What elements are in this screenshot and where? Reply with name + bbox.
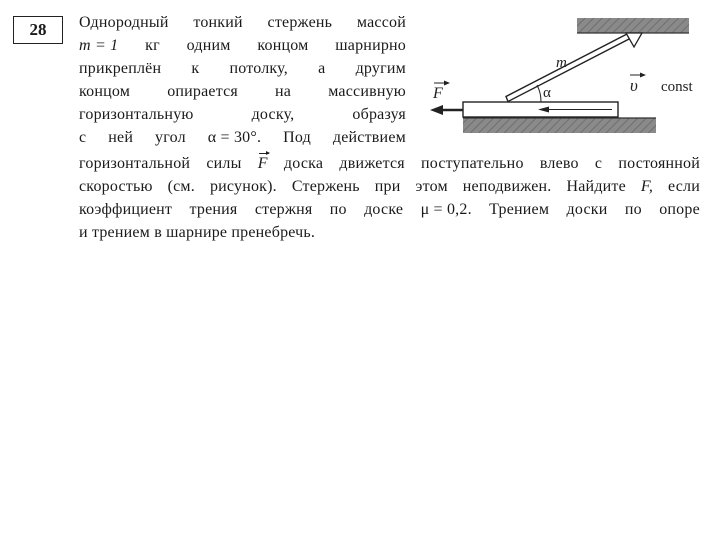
word: образуя [352, 106, 406, 123]
word: действием [332, 129, 406, 146]
force-vector-symbol: F [257, 155, 268, 172]
word: шарнирно [335, 37, 406, 54]
problem-text-line-7 [79, 154, 700, 174]
word: влево [539, 155, 579, 172]
word: к [191, 60, 200, 77]
word: и трением в шарнире пренебречь. [79, 224, 316, 241]
word: Однородный [79, 14, 169, 31]
word: опирается [167, 83, 238, 100]
velocity-label: υ [630, 76, 638, 95]
word: Трением [489, 201, 550, 218]
angle-label: α [543, 85, 551, 101]
velocity-const-label: const [661, 79, 693, 95]
word: движется [339, 155, 405, 172]
word: Найдите [566, 178, 626, 195]
ceiling [577, 18, 689, 33]
word: потолку, [229, 60, 288, 77]
word: опоре [659, 201, 700, 218]
word: доску, [251, 106, 295, 123]
rod [506, 34, 630, 102]
word: при [374, 178, 401, 195]
word: тонкий [193, 14, 243, 31]
force-label-vector-head [444, 81, 450, 86]
word: этом [415, 178, 448, 195]
word: ней [108, 129, 134, 146]
word: силы [206, 155, 242, 172]
velocity-label-vector-head [640, 73, 646, 78]
word: массивную [328, 83, 406, 100]
word: угол [155, 129, 186, 146]
word: доски [566, 201, 608, 218]
word: коэффициент [79, 201, 173, 218]
word: а [318, 60, 326, 77]
floor-support [463, 118, 656, 133]
word: массой [356, 14, 406, 31]
word: по [624, 201, 642, 218]
mass-formula: m = 1 [79, 37, 119, 54]
word: с [594, 155, 603, 172]
word: поступательно [421, 155, 524, 172]
word: рисунок). [209, 178, 277, 195]
word: горизонтальную [79, 106, 194, 123]
word: доске [364, 201, 404, 218]
word: одним [186, 37, 231, 54]
force-symbol: F, [640, 178, 654, 195]
angle-formula: α = 30°. [207, 129, 262, 146]
force-label: F [433, 85, 443, 102]
word: стержня [254, 201, 313, 218]
word: концом [79, 83, 131, 100]
word: Стержень [291, 178, 360, 195]
rod-mass-label: m [556, 55, 567, 71]
word: скоростью [79, 178, 153, 195]
rod-board-diagram [0, 0, 720, 150]
problem-number: 28 [13, 16, 63, 44]
word: если [668, 178, 700, 195]
word: доска [283, 155, 324, 172]
force-arrowhead [430, 105, 443, 115]
friction-coefficient-formula: μ = 0,2. [420, 201, 472, 218]
problem-text-line-10 [79, 223, 315, 243]
word: Под [283, 129, 311, 146]
word: с [79, 129, 87, 146]
word: горизонтальной [79, 155, 191, 172]
word: постоянной [618, 155, 700, 172]
word: стержень [267, 14, 333, 31]
problem-text-line-8 [79, 177, 700, 197]
word: прикреплён [79, 60, 162, 77]
problem-text-line-9 [79, 200, 700, 220]
word: на [275, 83, 292, 100]
word: кг [145, 37, 160, 54]
word: другим [355, 60, 406, 77]
word: концом [257, 37, 309, 54]
word: неподвижен. [462, 178, 552, 195]
angle-arc [537, 85, 541, 102]
word: по [329, 201, 347, 218]
word: (см. [167, 178, 195, 195]
word: трения [189, 201, 238, 218]
